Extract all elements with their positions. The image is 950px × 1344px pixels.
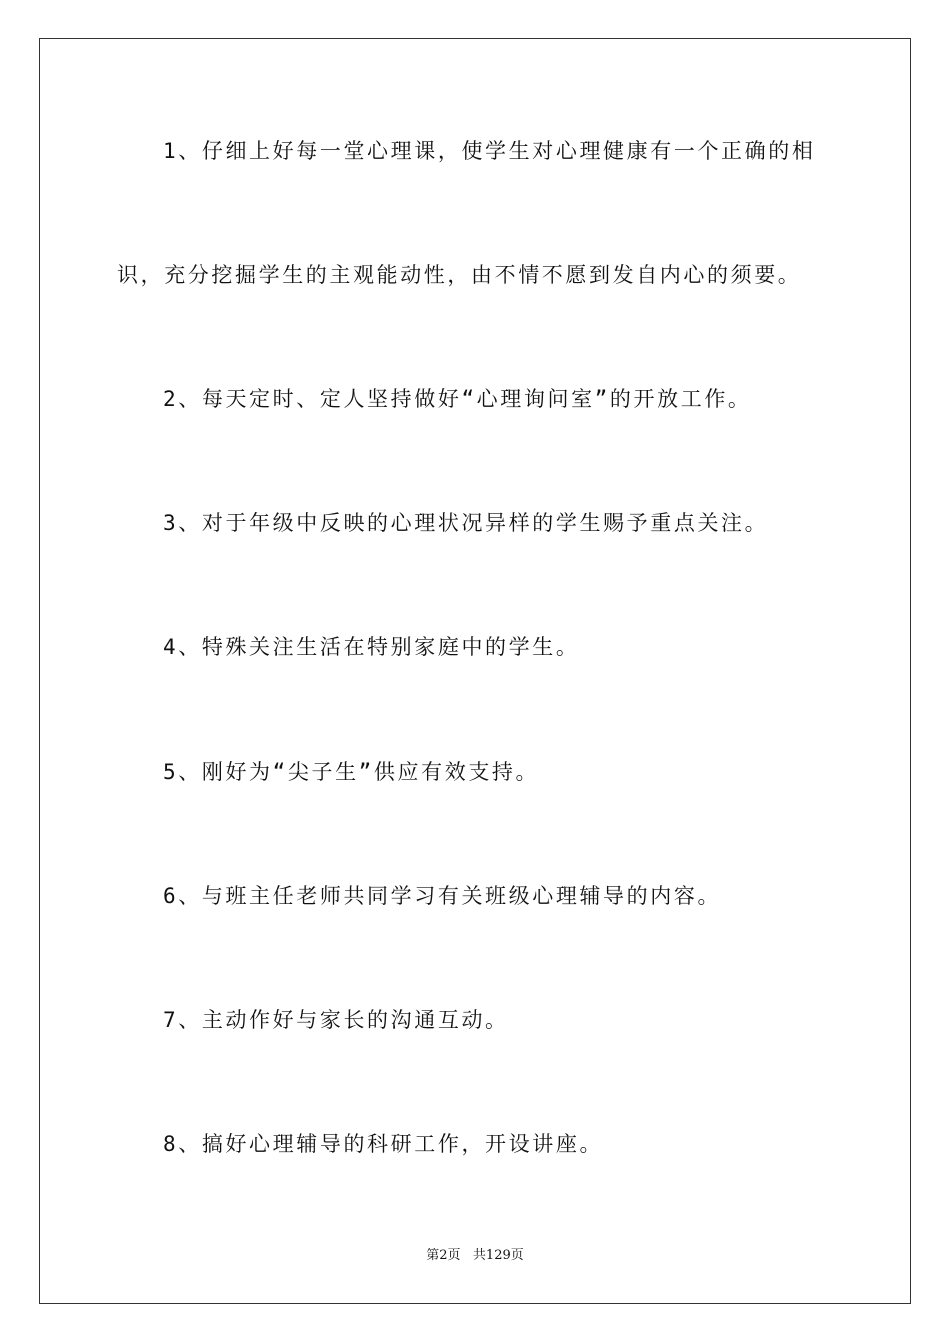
paragraph-2: 2、每天定时、定人坚持做好“心理询问室”的开放工作。 [163, 387, 752, 411]
paragraph-4: 4、特殊关注生活在特别家庭中的学生。 [163, 635, 580, 659]
paragraph-6: 6、与班主任老师共同学习有关班级心理辅导的内容。 [163, 884, 722, 908]
paragraph-5: 5、刚好为“尖子生”供应有效支持。 [163, 760, 540, 784]
page-footer [0, 1247, 950, 1265]
paragraph-1-line-1: 1、仔细上好每一堂心理课，使学生对心理健康有一个正确的相 [163, 139, 816, 163]
paragraph-3: 3、对于年级中反映的心理状况异样的学生赐予重点关注。 [163, 511, 769, 535]
paragraph-8: 8、搞好心理辅导的科研工作，开设讲座。 [163, 1132, 604, 1156]
paragraph-7: 7、主动作好与家长的沟通互动。 [163, 1008, 509, 1032]
page-number: 第2页 [426, 1248, 461, 1263]
page-total: 共129页 [472, 1248, 524, 1263]
page-border [39, 38, 911, 1304]
paragraph-1-line-2: 识，充分挖掘学生的主观能动性，由不情不愿到发自内心的须要。 [117, 263, 802, 287]
